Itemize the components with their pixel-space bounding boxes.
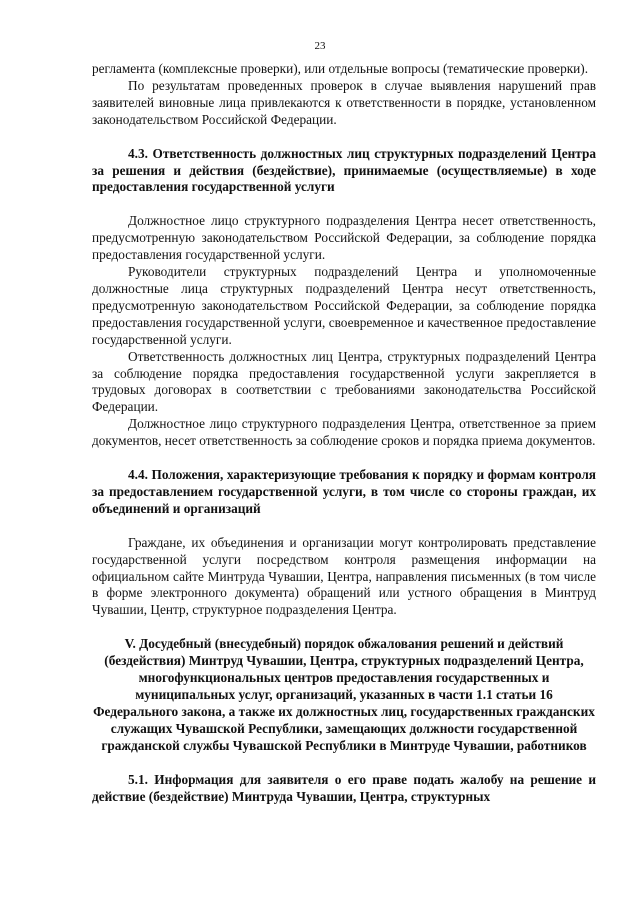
section-heading-4-3: 4.3. Ответственность должностных лиц структурных подразделений Центра за решения и действия (бездействие), принимаемые (осуществляемые) в ходе предоставления государственной услуги (92, 145, 596, 195)
page-body (92, 61, 596, 805)
section-heading-4-4: 4.4. Положения, характеризующие требования к порядку и формам контроля за предоставлением государственной услуги, в том числе со стороны граждан, их объединений и организаций (92, 467, 596, 516)
paragraph-citizen-control: Граждане, их объединения и организации могут контролировать представление государственной услуги посредством контроля размещения информации на официальном сайте Минтруда Чувашии, Центра, направления письменных (в том числе в форме электронного документа) обращений или устного обращения в Минтруд Чувашии, Центр, структурное подразделения Центра. (92, 534, 596, 618)
paragraph-continuation: регламента (комплексные проверки), или отдельные вопросы (тематические проверки). (92, 61, 589, 76)
paragraph-labor-contracts: Ответственность должностных лиц Центра, структурных подразделений Центра за соблюдение порядка предоставления государственной услуги закрепляется в трудовых договорах в соответствии с требованиями законодательства Российской Федерации. (92, 348, 596, 415)
paragraph-document-intake: Должностное лицо структурного подразделения Центра, ответственное за прием документов, несет ответственность за соблюдение сроков и порядка приема документов. (92, 416, 596, 449)
paragraph-official-responsibility: Должностное лицо структурного подразделения Центра несет ответственность, предусмотренную законодательством Российской Федерации, за соблюдение порядка предоставления государственной услуги. (92, 213, 596, 263)
paragraph-heads-responsibility: Руководители структурных подразделений Центра и уполномоченные должностные лица структурных подразделений Центра несут ответственность, предусмотренную законодательством Российской Федерации, за соблюдение порядка предоставления государственной услуги, своевременное и качественное предоставление государственной услуги. (92, 264, 596, 347)
page-number: 23 (314, 40, 326, 52)
paragraph-violations: По результатам проведенных проверок в случае выявления нарушений прав заявителей виновные лица привлекаются к ответственности в порядке, установленном законодательством Российской Федерации. (92, 77, 596, 127)
section-heading-5-1: 5.1. Информация для заявителя о его праве подать жалобу на решение и действие (бездействие) Минтруда Чувашии, Центра, структурных (92, 771, 596, 804)
chapter-heading-v: V. Досудебный (внесудебный) порядок обжалования решений и действий (бездействия) Минтруд Чувашии, Центра, структурных подразделений Центра, многофункциональных центров предоставления государственных и муниципальных услуг, организаций, указанных в части 1.1 статьи 16 Федерального закона, а также их должностных лиц, государственных гражданских служащих Чувашской Республики, замещающих должности государственной гражданской службы Чувашской Республики в Минтруде Чувашии, работников (93, 636, 595, 753)
